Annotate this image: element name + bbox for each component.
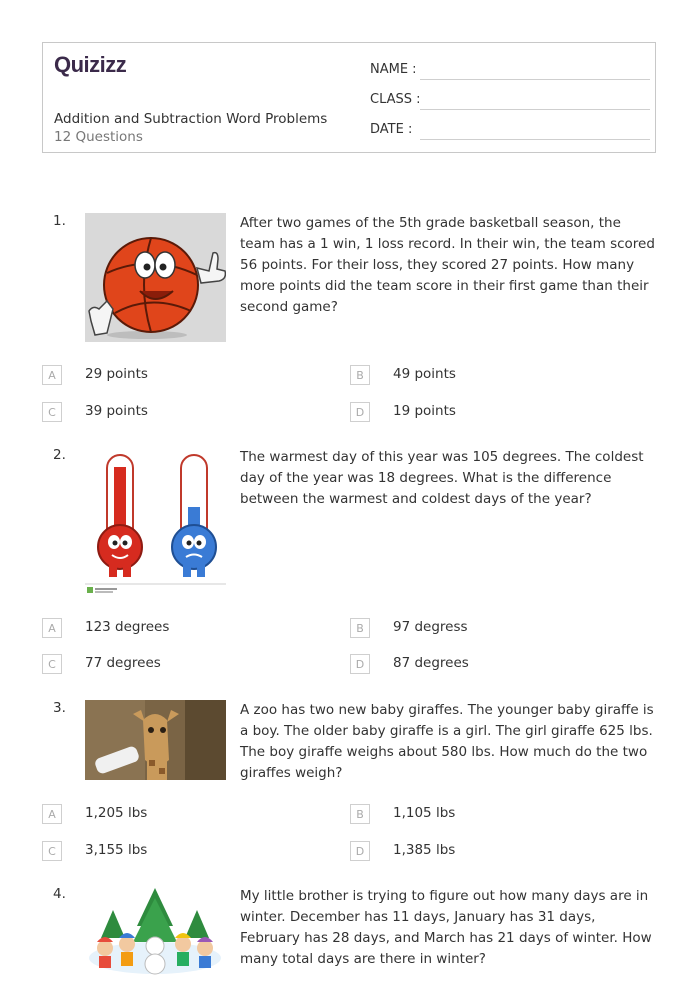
option-letter: C [42,654,62,674]
option-text: 97 degress [393,619,468,635]
option-letter: D [350,402,370,422]
option-text: 3,155 lbs [85,842,148,858]
option-letter: B [350,804,370,824]
option-text: 1,105 lbs [393,805,456,821]
question-count: 12 Questions [54,129,143,145]
quizizz-logo: Quizizz [54,52,127,77]
option-text: 77 degrees [85,655,161,671]
class-field [370,92,650,110]
thermometers-cartoon-image [85,447,226,597]
worksheet-title: Addition and Subtraction Word Problems [54,111,328,127]
option-text: 1,385 lbs [393,842,456,858]
question-number: 2. [53,447,66,463]
option-text: 1,205 lbs [85,805,148,821]
option-text: 87 degrees [393,655,469,671]
worksheet-header [42,42,656,153]
date-field [370,122,650,140]
question-text: A zoo has two new baby giraffes. The younger baby giraffe is a boy. The older baby giraffe is a girl. The girl giraffe 625 lbs. The boy giraffe weighs about 580 lbs. How much do the two giraffes weigh? [240,702,654,781]
name-field [370,62,650,80]
question-text: After two games of the 5th grade basketball season, the team has a 1 win, 1 loss record. In their win, the team scored 56 points. For their loss, they scored 27 points. How many more points did the team score in their first game than their second game? [240,215,655,315]
option-text: 123 degrees [85,619,170,635]
option-letter: B [350,618,370,638]
option-letter: B [350,365,370,385]
option-text: 29 points [85,366,148,382]
question-number: 3. [53,700,66,716]
baby-giraffe-photo [85,700,226,780]
option-text: 19 points [393,403,456,419]
question-text: The warmest day of this year was 105 degrees. The coldest day of the year was 18 degrees. What is the difference between the warmest and coldest days of the year? [240,449,644,507]
option-letter: C [42,841,62,861]
question-number: 4. [53,886,66,902]
option-letter: D [350,841,370,861]
question-text: My little brother is trying to figure out how many days are in winter. December has 11 days, January has 31 days, February has 28 days, and March has 21 days of winter. How many total days are there in winter? [240,888,652,967]
option-text: 39 points [85,403,148,419]
option-letter: C [42,402,62,422]
option-text: 49 points [393,366,456,382]
option-letter: A [42,804,62,824]
basketball-cartoon-image [85,213,226,342]
date-line [420,139,650,140]
winter-kids-cartoon-image [85,886,226,976]
date-label: DATE : [370,122,413,137]
option-letter: A [42,365,62,385]
name-line [420,79,650,80]
option-letter: A [42,618,62,638]
option-letter: D [350,654,370,674]
name-label: NAME : [370,62,417,77]
question-number: 1. [53,213,66,229]
class-line [420,109,650,110]
class-label: CLASS : [370,92,421,107]
